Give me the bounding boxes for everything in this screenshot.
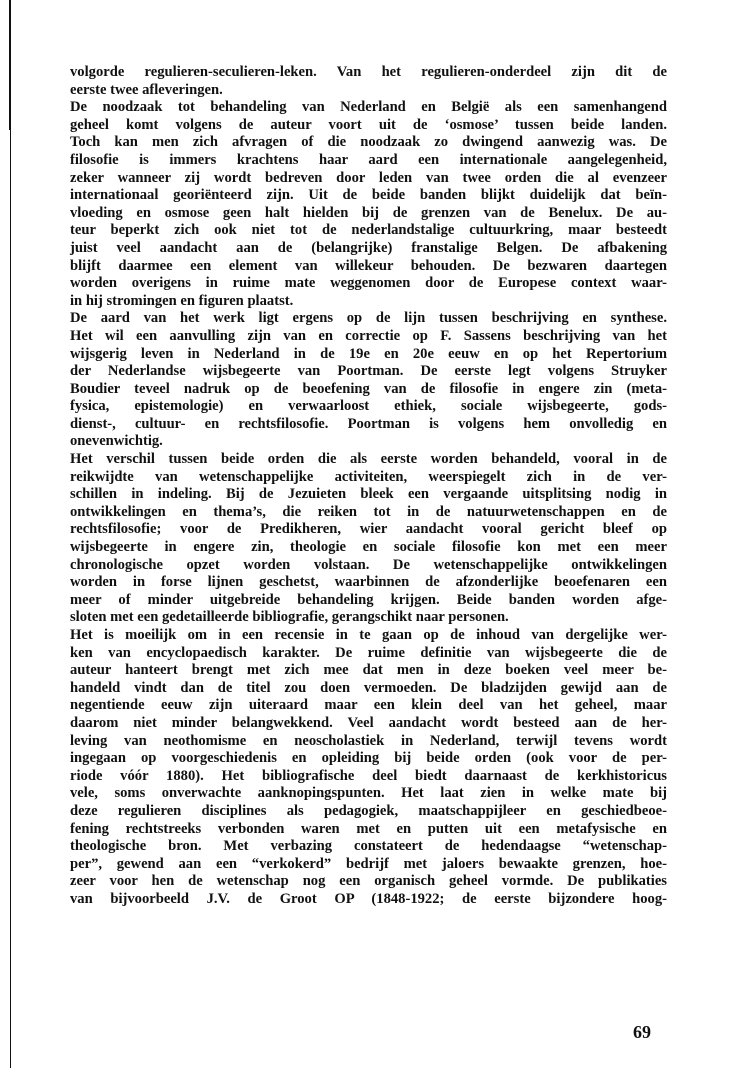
text-line: riode vóór 1880). Het bibliografische deel biedt daarnaast de kerkhistoricus [70,767,667,784]
text-line: daarom niet minder belangwekkend. Veel aandacht wordt besteed aan de her- [70,714,667,731]
text-line: negentiende eeuw zijn uiteraard maar een klein deel van het geheel, maar [70,697,667,714]
text-line: wijsbegeerte in engere zin, theologie en sociale filosofie kon met een meer [70,539,667,556]
body-text [70,64,667,909]
text-line: ontwikkelingen en thema’s, die reiken tot in de natuurwetenschappen en de [70,503,667,520]
text-line: chronologische opzet worden volstaan. De wetenschappelijke ontwikkelingen [70,556,667,573]
text-line: ingegaan op voorgeschiedenis en opleiding bij beide orden (ook voor de per- [70,750,667,767]
page-edge [10,0,11,1068]
text-line: onevenwichtig. [70,433,163,450]
text-line: blijft daarmee een element van willekeur behouden. De bezwaren daartegen [70,257,667,274]
text-line: rechtsfilosofie; voor de Predikheren, wier aandacht vooral gericht bleef op [70,521,667,538]
text-line: leving van neothomisme en neoscholastiek in Nederland, terwijl tevens wordt [70,732,667,749]
page-number: 69 [633,1022,651,1042]
text-line: juist veel aandacht aan de (belangrijke) franstalige Belgen. De afbakening [70,239,667,256]
text-line: volgorde regulieren-seculieren-leken. Van het regulieren-onderdeel zijn dit de [70,64,667,80]
text-line: meer of minder uitgebreide behandeling krijgen. Beide banden worden afge- [70,591,667,608]
text-line: handeld vindt dan de titel zou doen vermoeden. De bladzijden gewijd aan de [70,679,667,696]
text-line: zeer voor hen de wetenschap nog een organisch geheel vormde. De publikaties [70,873,667,890]
text-line: der Nederlandse wijsbegeerte van Poortman. De eerste legt volgens Struyker [70,363,667,380]
text-line: vloeding en osmose geen halt hielden bij de grenzen van de Benelux. De au- [70,204,667,221]
text-line: wijsgerig leven in Nederland in de 19e en 20e eeuw en op het Repertorium [70,345,667,362]
text-line: reikwijdte van wetenschappelijke activiteiten, weerspiegelt zich in de ver- [70,468,667,485]
text-line: schillen in indeling. Bij de Jezuieten bleek een vergaande uitsplitsing nodig in [70,486,667,503]
text-line: fening rechtstreeks verbonden waren met en putten uit een metafysische en [70,820,667,837]
text-line: geheel komt volgens de auteur voort uit de ‘osmose’ tussen beide landen. [70,116,667,133]
paragraph-1 [70,64,667,99]
paragraph-4 [70,451,667,627]
text-line: worden overigens in ruime mate weggenomen door de Europese context waar- [70,275,667,292]
text-line: dienst-, cultuur- en rechtsfilosofie. Poortman is volgens hem onvolledig en [70,415,667,432]
text-line: filosofie is immers krachtens haar aard een internationale aangelegenheid, [70,151,667,168]
text-line: per”, gewend aan een “verkokerd” bedrijf met jaloers bewaakte grenzen, hoe- [70,855,667,872]
text-line: zeker wanneer zij wordt bedreven door leden van twee orden die al evenzeer [70,169,667,186]
text-line: Het verschil tussen beide orden die als eerste worden behandeld, vooral in de [70,451,667,468]
text-line: van bijvoorbeeld J.V. de Groot OP (1848-1922; de eerste bijzondere hoog- [70,890,667,907]
paragraph-3 [70,310,667,451]
text-line: deze regulieren disciplines als pedagogiek, maatschappijleer en geschiedbeoe- [70,802,667,819]
text-line: Het wil een aanvulling zijn van en correctie op F. Sassens beschrijving van het [70,327,667,344]
text-line: worden in forse lijnen geschetst, waarbinnen de afzonderlijke beoefenaren een [70,574,667,591]
text-line: Het is moeilijk om in een recensie in te gaan op de inhoud van dergelijke wer- [70,627,667,643]
paragraph-2 [70,99,667,310]
text-line: eerste twee afleveringen. [70,81,223,98]
text-line: fysica, epistemologie) en verwaarloost ethiek, sociale wijsbegeerte, gods- [70,398,667,415]
text-line: teur beperkt zich ook niet tot de nederlandstalige cultuurkring, maar besteedt [70,222,667,239]
text-line: internationaal georiënteerd zijn. Uit de beide banden blijkt duidelijk dat beïn- [70,187,667,204]
text-line: auteur hanteert brengt met zich mee dat men in deze boeken veel meer be- [70,662,667,679]
text-line: in hij stromingen en figuren plaatst. [70,292,294,309]
text-line: De noodzaak tot behandeling van Nederland en België als een samenhangend [70,99,667,116]
text-line: vele, soms onverwachte aanknopingspunten. Het laat zien in welke mate bij [70,785,667,802]
text-line: sloten met een gedetailleerde bibliografie, gerangschikt naar personen. [70,609,509,626]
paragraph-5 [70,627,667,909]
text-line: Toch kan men zich afvragen of die noodzaak zo dwingend aanwezig was. De [70,134,667,151]
text-line: De aard van het werk ligt ergens op de lijn tussen beschrijving en synthese. [70,310,667,327]
text-line: theologische bron. Met verbazing constateert de hedendaagse “wetenschap- [70,838,667,855]
text-line: Boudier teveel nadruk op de beoefening van de filosofie in engere zin (meta- [70,380,667,397]
text-line: ken van encyclopaedisch karakter. De ruime definitie van wijsbegeerte die de [70,644,667,661]
